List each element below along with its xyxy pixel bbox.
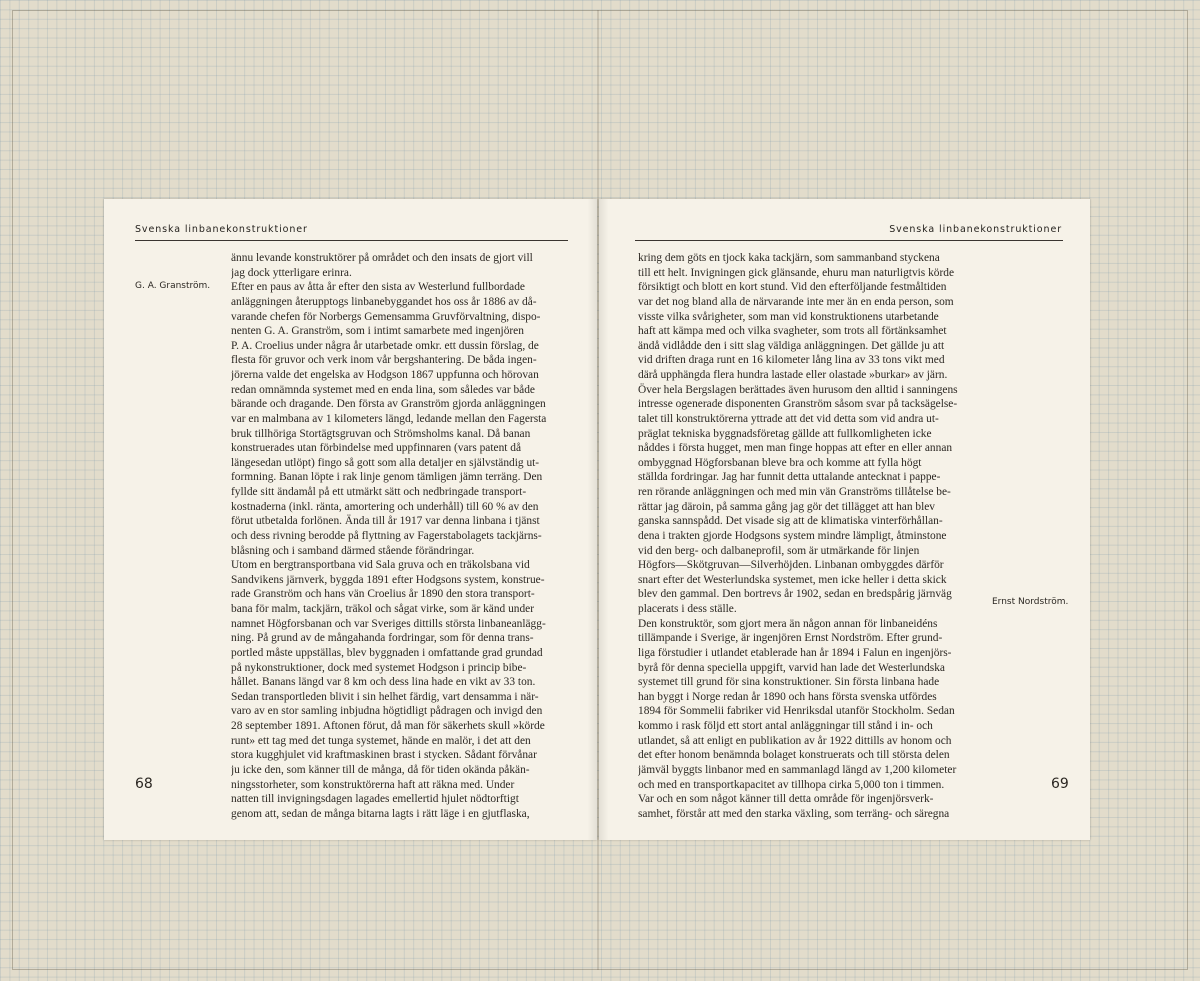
running-head: Svenska linbanekonstruktioner — [889, 224, 1062, 235]
text-line: på nykonstruktioner, dock med systemet Hodgson i princip bibe- — [231, 661, 527, 674]
text-line: varo av en stor samling inbjudna högtidligt pådragen och invigd den — [231, 705, 543, 718]
text-line: nåddes i första hugget, men man finge hoppas att efter en eller annan — [638, 442, 953, 455]
page-number: 68 — [135, 776, 153, 792]
text-line: blåsning och i samband därmed stående förändringar. — [231, 544, 475, 557]
text-line: vid den berg- och dalbaneprofil, som är utmärkande för linjen — [638, 544, 920, 557]
text-line: vid driften draga runt en 16 kilometer lång lina av 33 tons vikt med — [638, 354, 945, 367]
gutter-shadow — [587, 199, 597, 840]
body-text — [231, 251, 568, 821]
text-line: ganska sannspådd. Det visade sig att de klimatiska vinterförhållan- — [638, 515, 943, 528]
text-line: Utom en bergtransportbana vid Sala gruva och en träkolsbana vid — [231, 559, 530, 572]
gutter-shadow — [599, 199, 609, 840]
text-line: formning. Banan löpte i rak linje genom tämligen jämn terräng. Den — [231, 471, 543, 484]
left-page — [104, 199, 597, 840]
right-page — [599, 199, 1090, 840]
text-line: tillämpande i Sverige, är ingenjören Ernst Nordström. Efter grund- — [638, 632, 943, 645]
text-line: jag dock ytterligare erinra. — [231, 266, 352, 279]
text-line: portled måste uppställas, blev byggnaden i omfattande grad grundad — [231, 646, 543, 659]
text-line: 1894 för Sommelii fabriker vid Henriksdal utanför Stockholm. Sedan — [638, 705, 955, 718]
text-line: till ett helt. Invigningen gick glänsande, ehuru man naturligtvis körde — [638, 266, 955, 279]
text-line: hållet. Banans längd var 8 km och dess lina hade en vikt av 33 ton. — [231, 676, 536, 689]
text-line: Över hela Bergslagen berättades även hurusom den alltid i sanningens — [638, 383, 958, 396]
header-rule — [635, 240, 1063, 241]
text-line: liga förstudier i utlandet etablerade han år 1894 i Falun en ingenjörs- — [638, 646, 952, 659]
text-line: och med en transportkapacitet av tillhopa cirka 5,000 ton i timmen. — [638, 778, 945, 791]
text-line: ningsstorheter, som konstruktörerna haft att räkna med. Under — [231, 778, 515, 791]
text-line: P. A. Croelius under några år utarbetade omkr. ett dussin förslag, de — [231, 339, 539, 352]
margin-note: Ernst Nordström. — [992, 597, 1069, 607]
text-line: Högfors—Skötgruvan—Silverhöjden. Linbanan ombyggdes därför — [638, 559, 944, 572]
text-line: bana för malm, tackjärn, träkol och sågat virke, som är känd under — [231, 603, 535, 615]
text-line: ställda fordringar. Jag har funnit detta uttalande antecknat i pappe- — [638, 471, 941, 484]
text-line: Sedan transportleden blivit i sin helhet färdig, vart densamma i när- — [231, 690, 539, 703]
text-line: namnet Högforsbanan och var Sveriges dittills största linbaneanlägg- — [231, 617, 546, 630]
header-rule — [135, 240, 568, 241]
text-line: genom att, sedan de många bitarna lagts i rätt läge i en gjutflaska, — [231, 807, 530, 820]
text-line: konstruerades utan förbindelse med uppfinnaren (vars patent då — [231, 442, 522, 455]
running-head: Svenska linbanekonstruktioner — [135, 224, 308, 235]
text-line: byrå för denna speciella uppgift, varvid han lade det Westerlundska — [638, 661, 945, 674]
text-line: Den konstruktör, som gjort mera än någon annan för linbaneidéns — [638, 617, 938, 630]
text-line: utlandet, så att enligt en publikation av år 1922 dittills av honom och — [638, 734, 952, 747]
text-line: ning. På grund av de mångahanda fordringar, som för denna trans- — [231, 632, 534, 645]
text-line: bruk tillhöriga Stortägtsgruvan och Strömsholms kanal. Då banan — [231, 427, 531, 440]
text-line: runt» ett tag med det tunga systemet, hände en malör, i det att den — [231, 734, 531, 747]
margin-note: G. A. Granström. — [135, 281, 211, 291]
text-line: kommo i rask följd ett stort antal anläggningar till stånd i in- och — [638, 720, 933, 732]
text-line: talet till konstruktörerna yttrade att det vid detta som vid andra ut- — [638, 412, 939, 425]
text-line: förut utbetalda forlönen. Ända till år 1917 var denna linbana i tjänst — [231, 515, 540, 528]
text-line: dena i trakten gjorde Hodgsons system mindre lämpligt, åtminstone — [638, 529, 947, 542]
text-line: fyllde sitt ändamål på ett utmärkt sätt och nedbringade transport- — [231, 486, 527, 498]
text-line: ju icke den, som känner till de många, då för tiden okända påkän- — [231, 763, 530, 776]
text-line: intresse ogenerade disponenten Granström såsom svar på tacksägelse- — [638, 398, 958, 411]
page-number: 69 — [1051, 776, 1069, 792]
text-line: var en malmbana av 1 kilometers längd, ledande mellan den Fagersta — [231, 412, 547, 425]
text-line: försiktigt och blott en kort stund. Vid den efterföljande festmåltiden — [638, 281, 947, 294]
text-line: ändå vidlådde den i sitt slag väldiga anläggningen. Det gällde ju att — [638, 339, 945, 352]
text-line: kostnaderna (inkl. ränta, amortering och underhåll) till 60 % av den — [231, 500, 539, 513]
text-line: bärande och dragande. Den första av Granström gjorda anläggningen — [231, 398, 546, 411]
text-line: han byggt i Norge redan år 1890 och hans första svenska utfördes — [638, 690, 937, 703]
text-line: det efter honom benämnda bolaget konstruerats och till största delen — [638, 749, 950, 762]
text-line: systemet till grund för sina konstruktioner. Sin första linbana hade — [638, 676, 940, 689]
text-line: kring dem göts en tjock kaka tackjärn, som sammanband styckena — [638, 252, 940, 264]
text-line: jörerna valde det engelska av Hodgson 1867 uppfunna och hörovan — [231, 369, 539, 381]
text-line: därå upphängda flera hundra lastade eller olastade »burkar» av järn. — [638, 369, 948, 381]
text-line: snart efter det Westerlundska systemet, men icke heller i detta skick — [638, 573, 947, 586]
text-line: rättar jag däroin, på samma gång jag gör det tillägget att han blev — [638, 500, 936, 513]
text-line: ännu levande konstruktörer på området och den insats de gjort vill — [231, 252, 533, 264]
text-line: anläggningen återupptogs linbanebyggandet hos oss år 1886 av då- — [231, 295, 537, 308]
text-line: visste vilka svårigheter, som man vid konstruktionens utarbetande — [638, 310, 939, 323]
text-line: haft att kämpa med och vilka svagheter, som trots all förtänksamhet — [638, 325, 947, 338]
text-line: rade Granström och hans vän Croelius år 1890 den stora transport- — [231, 588, 535, 601]
text-line: och dess rivning berodde på flyttning av Fagerstabolagets tackjärns- — [231, 529, 542, 542]
text-line: ren rörande anläggningen och med min vän Granströms tillåtelse be- — [638, 486, 951, 498]
text-line: stora kugghjulet vid kraftmaskinen brast i stycken. Sådant förvånar — [231, 749, 537, 762]
text-line: Efter en paus av åtta år efter den sista av Westerlund fullbordade — [231, 281, 525, 294]
body-text — [638, 251, 977, 821]
text-line: flesta för gruvor och verk inom vår bergshantering. De båda ingen- — [231, 354, 537, 367]
text-line: Sandvikens järnverk, byggda 1891 efter Hodgsons system, konstrue- — [231, 573, 545, 586]
text-line: Var och en som något känner till detta område för ingenjörsverk- — [638, 793, 934, 806]
text-line: blev den gammal. Den bortrevs år 1902, sedan en bredspårig järnväg — [638, 588, 952, 601]
text-line: jämväl byggts linbanor med en sammanlagd längd av 1,200 kilometer — [638, 763, 957, 776]
text-line: samhet, förstår att med den starka växling, som terräng- och säregna — [638, 807, 950, 820]
text-line: var det nog bland alla de närvarande inte mer än en enda person, som — [638, 295, 954, 308]
text-line: redan omnämnda systemet med en enda lina, som således var både — [231, 383, 535, 396]
text-line: nenten G. A. Granström, som i intimt samarbete med ingenjören — [231, 325, 524, 338]
text-line: ombyggnad Högforsbanan bleve bra och komme att fylla högt — [638, 456, 922, 469]
text-line: längesedan utlöpt) fingo så gott som alla detaljer en självständig ut- — [231, 456, 540, 469]
text-line: natten till invigningsdagen lagades emellertid hjulet nödtorftigt — [231, 793, 519, 806]
text-line: varande chefen för Norbergs Gemensamma Gruvförvaltning, dispo- — [231, 310, 541, 323]
text-line: präglat tekniska byggnadsföretag gällde att fullkomligheten icke — [638, 427, 932, 440]
text-line: placerats i dess ställe. — [638, 603, 737, 615]
text-line: 28 september 1891. Aftonen förut, då man för säkerhets skull »körde — [231, 720, 545, 732]
